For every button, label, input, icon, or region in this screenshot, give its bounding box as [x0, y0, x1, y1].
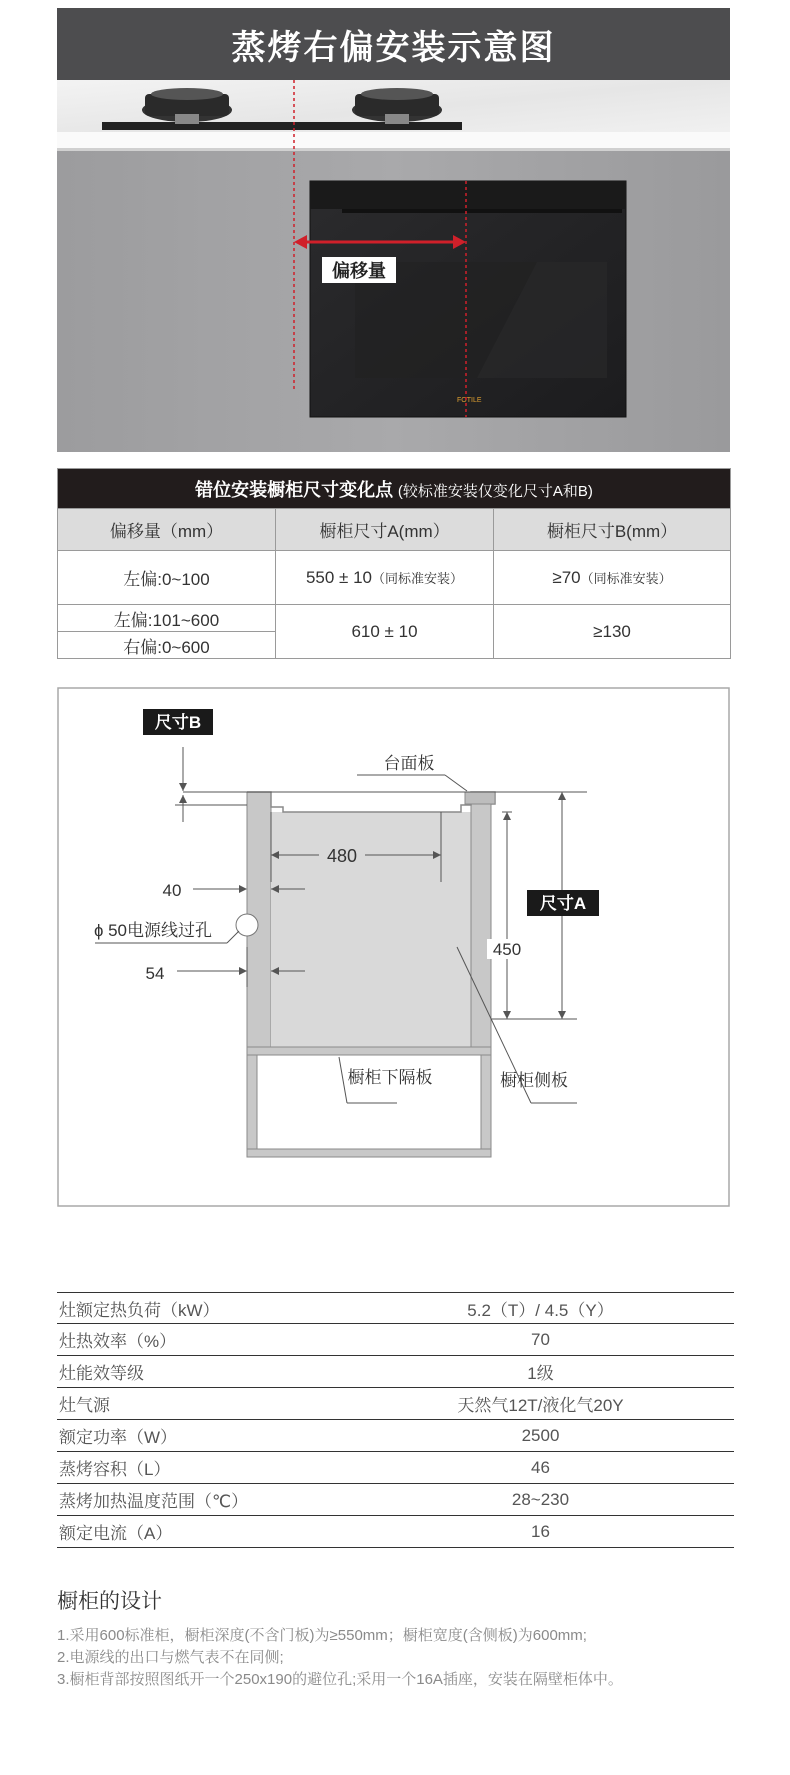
table-caption-note: (较标准安装仅变化尺寸A和B) — [397, 482, 593, 500]
row1-size-a: 550 ± 10（同标准安装） — [276, 551, 494, 605]
row2-offset-right: 右偏:0~600 — [58, 632, 276, 659]
row2-size-b: ≥130 — [494, 605, 731, 659]
table-row: 额定电流（A） 16 — [57, 1516, 734, 1548]
header-size-a: 橱柜尺寸A(mm） — [276, 509, 494, 551]
row2-offset-left: 左偏:101~600 — [58, 605, 276, 632]
dim-54: 54 — [145, 964, 165, 983]
table-row: 蒸烤加热温度范围（℃） 28~230 — [57, 1484, 734, 1516]
dim-40: 40 — [162, 881, 182, 900]
dim-450: 450 — [492, 940, 522, 959]
size-a-label: 尺寸A — [539, 894, 587, 913]
table-row — [58, 605, 731, 632]
table-row: 额定功率（W） 2500 — [57, 1420, 734, 1452]
table-row: 灶能效等级 1级 — [57, 1356, 734, 1388]
size-b-label: 尺寸B — [154, 713, 202, 732]
table-row: 灶热效率（%） 70 — [57, 1324, 734, 1356]
spec-table — [57, 1292, 734, 1548]
countertop-label: 台面板 — [383, 754, 435, 773]
table-row — [58, 551, 731, 605]
cabinet-dimension-diagram — [57, 687, 730, 1207]
table-row: 灶额定热负荷（kW） 5.2（T）/ 4.5（Y） — [57, 1292, 734, 1324]
cabinet-notes — [57, 1625, 747, 1691]
page-title: 蒸烤右偏安装示意图 — [57, 8, 730, 80]
side-panel-label: 橱柜侧板 — [500, 1071, 568, 1090]
steam-oven — [310, 181, 626, 417]
list-item: 1.采用600标准柜，橱柜深度(不含门板)为≥550mm；橱柜宽度(含侧板)为600mm; — [57, 1627, 587, 1644]
installation-illustration — [57, 80, 730, 452]
offset-label: 偏移量 — [332, 261, 386, 281]
lower-shelf-label: 橱柜下隔板 — [347, 1068, 433, 1087]
offset-size-table — [57, 468, 731, 659]
header-size-b: 橱柜尺寸B(mm） — [494, 509, 731, 551]
brand-mark: FOTILE — [457, 397, 482, 404]
dim-480: 480 — [326, 846, 358, 866]
list-item: 3.橱柜背部按照图纸开一个250x190的避位孔;采用一个16A插座，安装在隔壁柜体中。 — [57, 1671, 623, 1688]
table-caption-main: 错位安装橱柜尺寸变化点 — [195, 479, 394, 500]
row2-size-a: 610 ± 10 — [276, 605, 494, 659]
table-caption — [58, 469, 731, 509]
row1-size-b: ≥70（同标准安装） — [494, 551, 731, 605]
power-hole-label: ɸ 50电源线过孔 — [94, 921, 212, 940]
header-offset: 偏移量（mm） — [58, 509, 276, 551]
table-row: 灶气源 天然气12T/液化气20Y — [57, 1388, 734, 1420]
list-item: 2.电源线的出口与燃气表不在同侧; — [57, 1649, 284, 1666]
cabinet-design-title: 橱柜的设计 — [57, 1590, 162, 1613]
row1-offset: 左偏:0~100 — [58, 551, 276, 605]
table-row: 蒸烤容积（L） 46 — [57, 1452, 734, 1484]
